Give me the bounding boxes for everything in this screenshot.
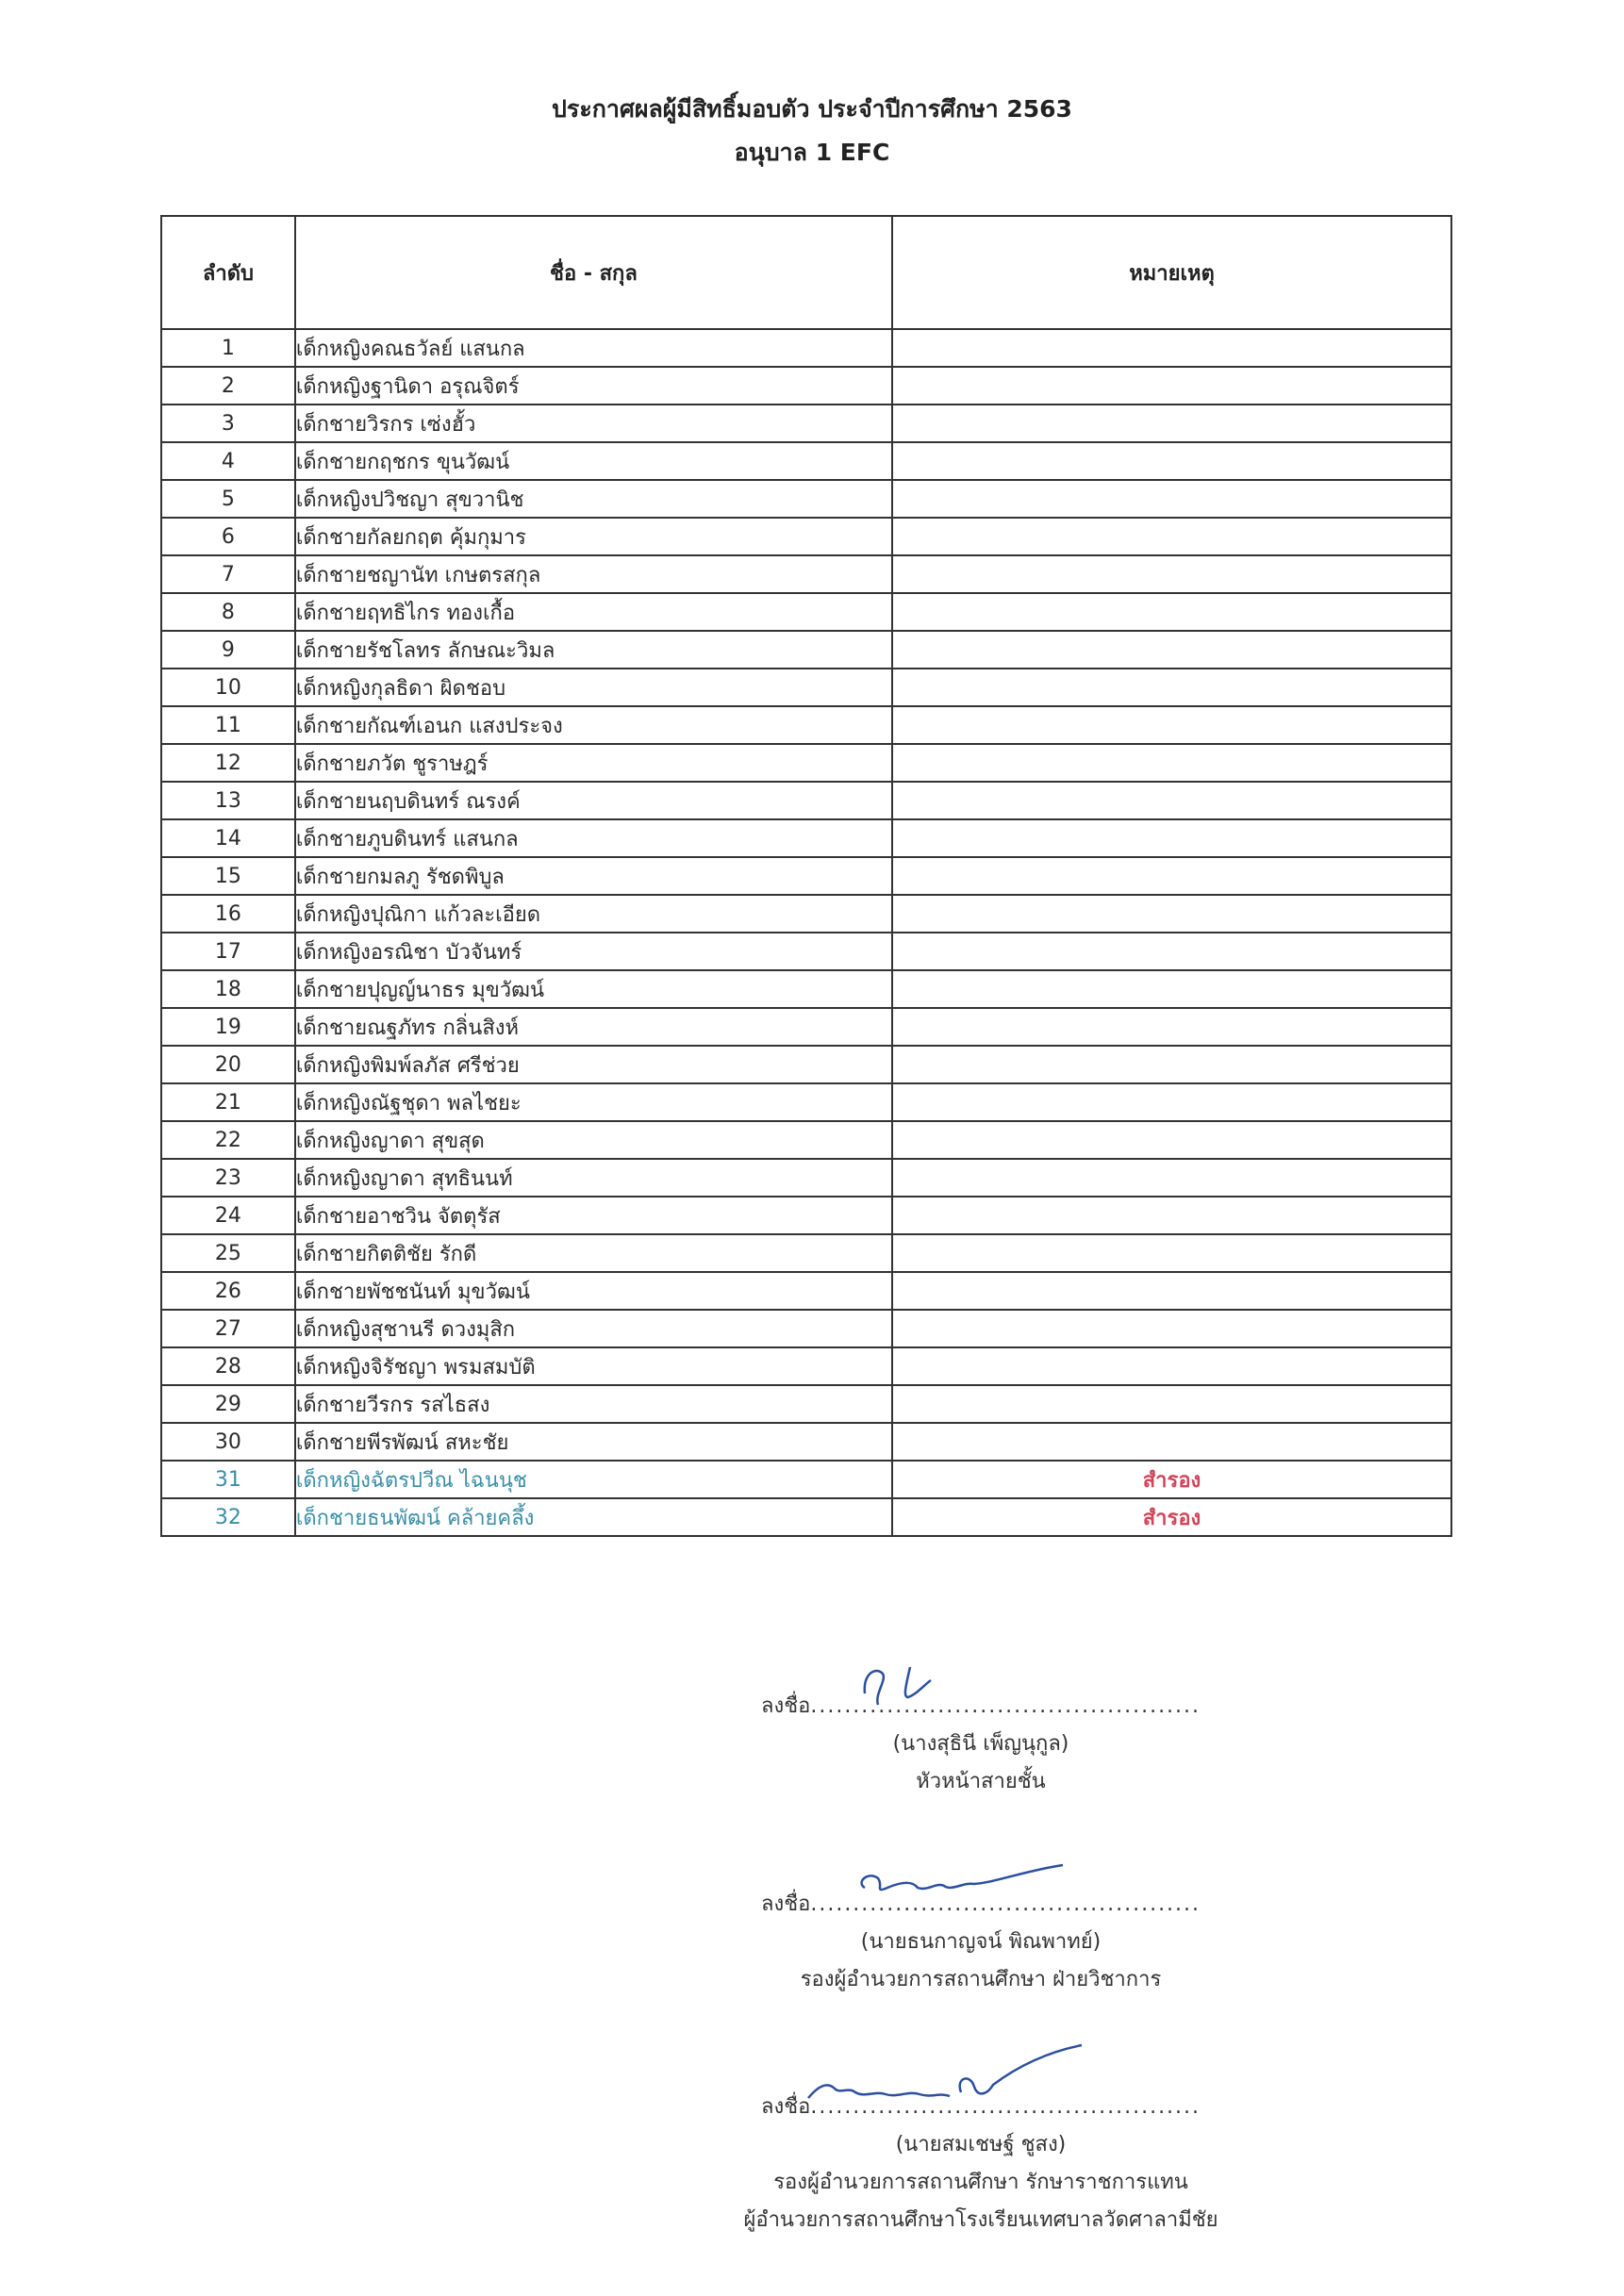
table-header-row bbox=[161, 216, 1451, 329]
signature-dots: .............................................. bbox=[810, 1694, 1201, 1718]
signature-dots: .............................................. bbox=[810, 1892, 1201, 1916]
table-row bbox=[161, 1498, 1451, 1536]
student-name: เด็กชายพัชชนันท์ มุขวัฒน์ bbox=[295, 1272, 892, 1310]
row-number: 20 bbox=[161, 1046, 295, 1083]
student-name: เด็กชายภวัต ชูราษฎร์ bbox=[295, 744, 892, 782]
student-name: เด็กชายวีรกร รสไธสง bbox=[295, 1385, 892, 1423]
table-row bbox=[161, 857, 1451, 895]
row-note bbox=[892, 1008, 1451, 1046]
row-note: สำรอง bbox=[892, 1461, 1451, 1498]
table-row bbox=[161, 1197, 1451, 1234]
table-row bbox=[161, 1083, 1451, 1121]
row-number: 13 bbox=[161, 782, 295, 819]
signer-position: รองผู้อำนวยการสถานศึกษา รักษาราชการแทน bbox=[773, 2171, 1188, 2194]
row-note bbox=[892, 518, 1451, 555]
table-row bbox=[161, 669, 1451, 706]
table-row bbox=[161, 1385, 1451, 1423]
table-row bbox=[161, 1046, 1451, 1083]
student-name: เด็กหญิงอรณิชา บัวจันทร์ bbox=[295, 933, 892, 970]
table-row bbox=[161, 1159, 1451, 1197]
row-number: 19 bbox=[161, 1008, 295, 1046]
row-number: 29 bbox=[161, 1385, 295, 1423]
row-number: 10 bbox=[161, 669, 295, 706]
column-header-note: หมายเหตุ bbox=[892, 216, 1451, 329]
row-note bbox=[892, 1159, 1451, 1197]
row-note bbox=[892, 329, 1451, 367]
row-number: 11 bbox=[161, 706, 295, 744]
signature-block-3 bbox=[509, 2089, 1452, 2239]
row-number: 16 bbox=[161, 895, 295, 933]
table-row bbox=[161, 895, 1451, 933]
row-number: 4 bbox=[161, 442, 295, 480]
student-name: เด็กหญิงญาดา สุทธินนท์ bbox=[295, 1159, 892, 1197]
table-row bbox=[161, 1347, 1451, 1385]
row-note bbox=[892, 933, 1451, 970]
signature-block-1 bbox=[509, 1688, 1452, 1801]
sign-label: ลงชื่อ bbox=[760, 1694, 811, 1718]
row-number: 26 bbox=[161, 1272, 295, 1310]
student-name: เด็กหญิงปวิชญา สุขวานิช bbox=[295, 480, 892, 518]
signer-name: (นางสุธินี เพ็ญนุกูล) bbox=[892, 1732, 1069, 1756]
row-note bbox=[892, 1046, 1451, 1083]
signature-block-2 bbox=[509, 1886, 1452, 1999]
handwritten-signature-1 bbox=[837, 1656, 969, 1712]
student-name: เด็กชายรัชโลทร ลักษณะวิมล bbox=[295, 631, 892, 669]
row-note bbox=[892, 1347, 1451, 1385]
row-number: 6 bbox=[161, 518, 295, 555]
table-row bbox=[161, 819, 1451, 857]
student-name: เด็กชายกมลภู รัชดพิบูล bbox=[295, 857, 892, 895]
table-row bbox=[161, 593, 1451, 631]
table-row bbox=[161, 1121, 1451, 1159]
signer-position: หัวหน้าสายชั้น bbox=[916, 1770, 1046, 1793]
row-number: 32 bbox=[161, 1498, 295, 1536]
column-header-name: ชื่อ - สกุล bbox=[295, 216, 892, 329]
student-name: เด็กหญิงญาดา สุขสุด bbox=[295, 1121, 892, 1159]
row-note bbox=[892, 1385, 1451, 1423]
student-name: เด็กชายธนพัฒน์ คล้ายคลึ้ง bbox=[295, 1498, 892, 1536]
student-name: เด็กชายพีรพัฒน์ สหะชัย bbox=[295, 1423, 892, 1461]
table-row bbox=[161, 518, 1451, 555]
student-name: เด็กหญิงจิรัชญา พรมสมบัติ bbox=[295, 1347, 892, 1385]
student-name: เด็กชายนฤบดินทร์ ณรงค์ bbox=[295, 782, 892, 819]
row-note bbox=[892, 442, 1451, 480]
row-number: 1 bbox=[161, 329, 295, 367]
student-name: เด็กชายภูบดินทร์ แสนกล bbox=[295, 819, 892, 857]
row-note bbox=[892, 1272, 1451, 1310]
student-name: เด็กชายกิตติชัย รักดี bbox=[295, 1234, 892, 1272]
table-row bbox=[161, 442, 1451, 480]
table-row bbox=[161, 744, 1451, 782]
row-note: สำรอง bbox=[892, 1498, 1451, 1536]
row-number: 24 bbox=[161, 1197, 295, 1234]
row-note bbox=[892, 1121, 1451, 1159]
sign-label: ลงชื่อ bbox=[760, 1892, 811, 1916]
row-number: 18 bbox=[161, 970, 295, 1008]
table-row bbox=[161, 706, 1451, 744]
table-body bbox=[161, 329, 1451, 1536]
row-number: 9 bbox=[161, 631, 295, 669]
table-row bbox=[161, 480, 1451, 518]
column-header-number: ลำดับ bbox=[161, 216, 295, 329]
row-note bbox=[892, 1423, 1451, 1461]
row-number: 23 bbox=[161, 1159, 295, 1197]
student-name: เด็กชายกฤชกร ขุนวัฒน์ bbox=[295, 442, 892, 480]
student-name: เด็กชายกัลยกฤต คุ้มกุมาร bbox=[295, 518, 892, 555]
table-row bbox=[161, 329, 1451, 367]
student-name: เด็กหญิงคณธวัลย์ แสนกล bbox=[295, 329, 892, 367]
signer-name: (นายสมเชษฐ์ ชูสง) bbox=[895, 2133, 1067, 2156]
table-row bbox=[161, 631, 1451, 669]
row-number: 21 bbox=[161, 1083, 295, 1121]
student-name: เด็กหญิงพิมพ์ลภัส ศรีช่วย bbox=[295, 1046, 892, 1083]
row-note bbox=[892, 1310, 1451, 1347]
row-number: 15 bbox=[161, 857, 295, 895]
row-number: 25 bbox=[161, 1234, 295, 1272]
table-row bbox=[161, 1461, 1451, 1498]
row-note bbox=[892, 857, 1451, 895]
row-note bbox=[892, 593, 1451, 631]
handwritten-signature-2 bbox=[846, 1854, 1072, 1910]
student-name: เด็กหญิงณัฐชุดา พลไชยะ bbox=[295, 1083, 892, 1121]
handwritten-signature-3 bbox=[799, 2040, 1101, 2115]
signer-position: รองผู้อำนวยการสถานศึกษา ฝ่ายวิชาการ bbox=[800, 1968, 1162, 1991]
table-row bbox=[161, 1234, 1451, 1272]
row-number: 31 bbox=[161, 1461, 295, 1498]
student-name: เด็กหญิงฐานิดา อรุณจิตร์ bbox=[295, 367, 892, 405]
student-name: เด็กชายปุญญ์นาธร มุขวัฒน์ bbox=[295, 970, 892, 1008]
student-name: เด็กหญิงฉัตรปวีณ ไฉนนุช bbox=[295, 1461, 892, 1498]
row-number: 17 bbox=[161, 933, 295, 970]
signature-dots: .............................................. bbox=[810, 2095, 1201, 2119]
row-number: 7 bbox=[161, 555, 295, 593]
row-number: 12 bbox=[161, 744, 295, 782]
student-name: เด็กชายชญานัท เกษตรสกุล bbox=[295, 555, 892, 593]
table-row bbox=[161, 405, 1451, 442]
table-row bbox=[161, 555, 1451, 593]
student-name: เด็กชายณฐภัทร กลิ่นสิงห์ bbox=[295, 1008, 892, 1046]
class-subtitle: อนุบาล 1 EFC bbox=[734, 139, 890, 166]
row-number: 2 bbox=[161, 367, 295, 405]
sign-label: ลงชื่อ bbox=[760, 2095, 811, 2119]
table-row bbox=[161, 970, 1451, 1008]
signer-name: (นายธนกาญจน์ พิณพาทย์) bbox=[860, 1930, 1102, 1954]
table-row bbox=[161, 1310, 1451, 1347]
student-name: เด็กชายฤทธิไกร ทองเกื้อ bbox=[295, 593, 892, 631]
signer-position: ผู้อำนวยการสถานศึกษาโรงเรียนเทศบาลวัดศาลามีชัย bbox=[743, 2208, 1218, 2232]
row-number: 5 bbox=[161, 480, 295, 518]
row-note bbox=[892, 782, 1451, 819]
row-number: 8 bbox=[161, 593, 295, 631]
row-number: 3 bbox=[161, 405, 295, 442]
student-table bbox=[160, 215, 1452, 1537]
row-note bbox=[892, 895, 1451, 933]
row-number: 22 bbox=[161, 1121, 295, 1159]
row-note bbox=[892, 480, 1451, 518]
table-row bbox=[161, 1008, 1451, 1046]
table-row bbox=[161, 933, 1451, 970]
row-note bbox=[892, 1234, 1451, 1272]
row-note bbox=[892, 819, 1451, 857]
row-note bbox=[892, 706, 1451, 744]
student-name: เด็กหญิงสุชานรี ดวงมุสิก bbox=[295, 1310, 892, 1347]
row-number: 14 bbox=[161, 819, 295, 857]
table-row bbox=[161, 1423, 1451, 1461]
row-note bbox=[892, 970, 1451, 1008]
student-name: เด็กชายอาชวิน จัตตุรัส bbox=[295, 1197, 892, 1234]
table-row bbox=[161, 782, 1451, 819]
table-row bbox=[161, 367, 1451, 405]
row-note bbox=[892, 1197, 1451, 1234]
student-name: เด็กชายวิรกร เซ่งฮั้ว bbox=[295, 405, 892, 442]
row-number: 27 bbox=[161, 1310, 295, 1347]
row-note bbox=[892, 405, 1451, 442]
row-note bbox=[892, 367, 1451, 405]
row-number: 30 bbox=[161, 1423, 295, 1461]
announcement-title: ประกาศผลผู้มีสิทธิ์มอบตัว ประจำปีการศึกษา 2563 bbox=[552, 95, 1072, 123]
row-note bbox=[892, 744, 1451, 782]
student-name: เด็กหญิงกุลธิดา ผิดชอบ bbox=[295, 669, 892, 706]
row-number: 28 bbox=[161, 1347, 295, 1385]
row-note bbox=[892, 669, 1451, 706]
student-name: เด็กชายกัณฑ์เอนก แสงประจง bbox=[295, 706, 892, 744]
row-note bbox=[892, 555, 1451, 593]
row-note bbox=[892, 631, 1451, 669]
row-note bbox=[892, 1083, 1451, 1121]
student-name: เด็กหญิงปุณิกา แก้วละเอียด bbox=[295, 895, 892, 933]
table-row bbox=[161, 1272, 1451, 1310]
